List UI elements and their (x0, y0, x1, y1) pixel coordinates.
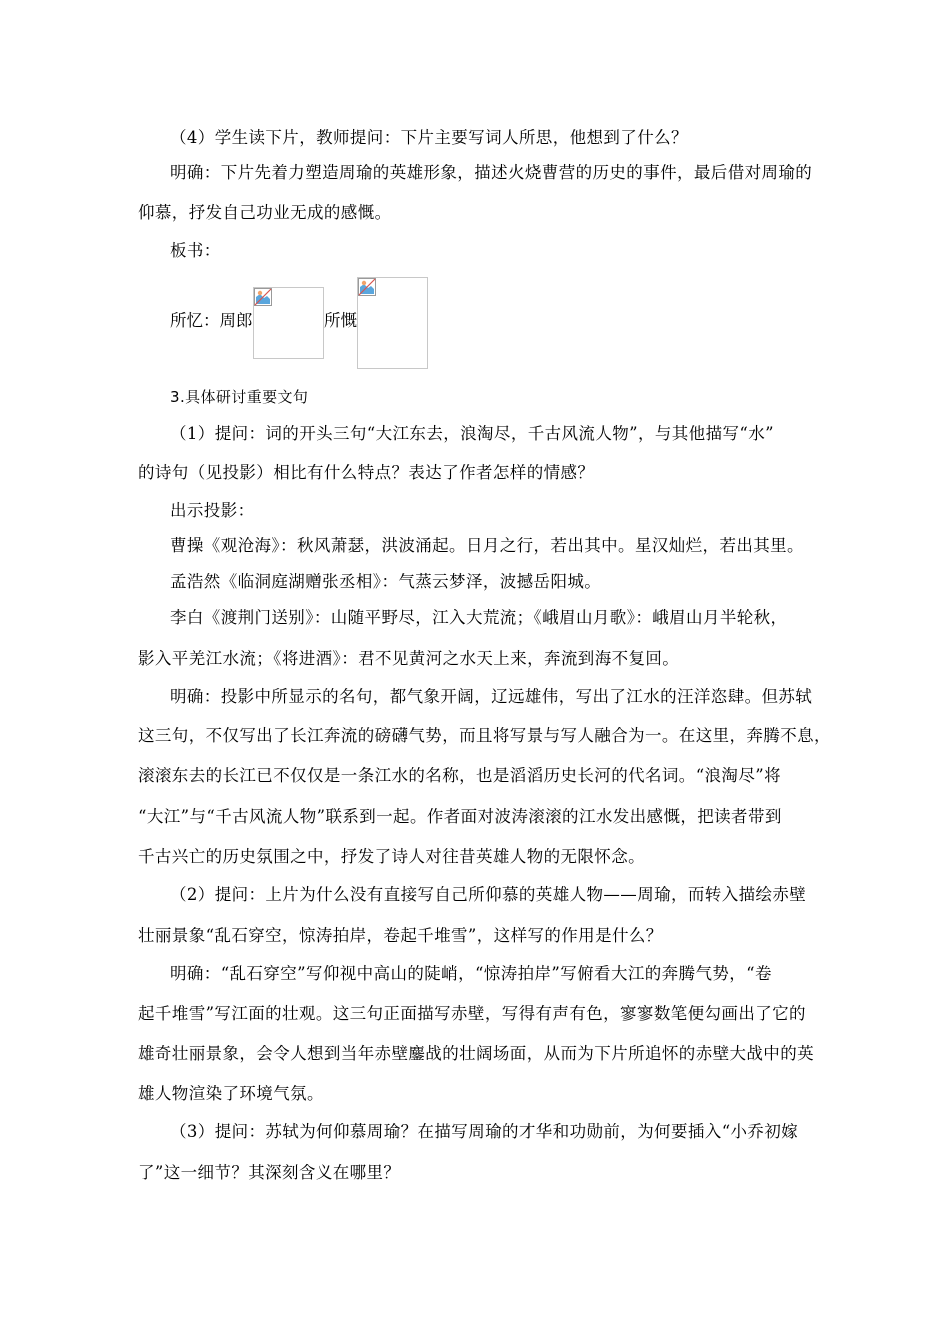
paragraph-line: 壮丽景象“乱石穿空，惊涛拍岸，卷起千堆雪”，这样写的作用是什么？ (138, 926, 663, 945)
paragraph-line: 明确：“乱石穿空”写仰视中高山的陡峭，“惊涛拍岸”写俯看大江的奔腾气势，“卷 (170, 964, 772, 983)
broken-image-icon (254, 288, 272, 306)
paragraph-line: 明确：投影中所显示的名句，都气象开阔，辽远雄伟，写出了江水的汪洋恣肆。但苏轼 (170, 687, 813, 706)
paragraph-line: 千古兴亡的历史氛围之中，抒发了诗人对往昔英雄人物的无限怀念。 (138, 847, 645, 866)
board-left-label: 所忆：周郎 (170, 311, 253, 330)
paragraph-line: 明确：下片先着力塑造周瑜的英雄形象，描述火烧曹营的历史的事件，最后借对周瑜的 (170, 163, 813, 182)
paragraph-line: 雄人物渲染了环境气氛。 (138, 1084, 324, 1103)
paragraph-line: 板书： (170, 241, 221, 260)
paragraph-line: 了”这一细节？其深刻含义在哪里？ (138, 1163, 401, 1182)
paragraph-line: 出示投影： (170, 501, 255, 520)
paragraph-line: 孟浩然《临洞庭湖赠张丞相》：气蒸云梦泽，波撼岳阳城。 (170, 572, 602, 591)
paragraph-line: “大江”与“千古风流人物”联系到一起。作者面对波涛滚滚的江水发出感慨，把读者带到 (138, 807, 782, 826)
paragraph-line: 雄奇壮丽景象，会令人想到当年赤壁鏖战的壮阔场面，从而为下片所追怀的赤壁大战中的英 (138, 1044, 814, 1063)
paragraph-line: 曹操《观沧海》：秋风萧瑟，洪波涌起。日月之行，若出其中。星汉灿烂，若出其里。 (170, 536, 804, 555)
broken-image-icon (358, 278, 376, 296)
broken-image-right (357, 277, 428, 369)
paragraph-line: （2）提问：上片为什么没有直接写自己所仰慕的英雄人物——周瑜，而转入描绘赤壁 (170, 885, 807, 904)
paragraph-line: 影入平羌江水流；《将进酒》：君不见黄河之水天上来，奔流到海不复回。 (138, 649, 680, 668)
paragraph-line: 李白《渡荆门送别》：山随平野尽，江入大荒流；《峨眉山月歌》：峨眉山月半轮秋， (170, 608, 788, 627)
paragraph-line: （3）提问：苏轼为何仰慕周瑜？在描写周瑜的才华和功勋前，为何要插入“小乔初嫁 (170, 1122, 799, 1141)
broken-image-left (253, 287, 324, 359)
paragraph-line: 滚滚东去的长江已不仅仅是一条江水的名称，也是滔滔历史长河的代名词。“浪淘尽”将 (138, 766, 781, 785)
paragraph-line: 仰慕，抒发自己功业无成的感慨。 (138, 203, 392, 222)
paragraph-line: 的诗句（见投影）相比有什么特点？表达了作者怎样的情感？ (138, 463, 595, 482)
paragraph-line: 这三句，不仅写出了长江奔流的磅礴气势，而且将写景与写人融合为一。在这里，奔腾不息， (138, 726, 831, 745)
paragraph-line: （1）提问：词的开头三句“大江东去，浪淘尽，千古风流人物”，与其他描写“水” (170, 424, 774, 443)
section-heading: 3.具体研讨重要文句 (170, 388, 309, 406)
paragraph-line: 起千堆雪”写江面的壮观。这三句正面描写赤壁，写得有声有色，寥寥数笔便勾画出了它的 (138, 1004, 806, 1023)
board-right-label: 所慨 (324, 311, 357, 330)
paragraph-line: （4）学生读下片，教师提问：下片主要写词人所思，他想到了什么？ (170, 128, 688, 147)
